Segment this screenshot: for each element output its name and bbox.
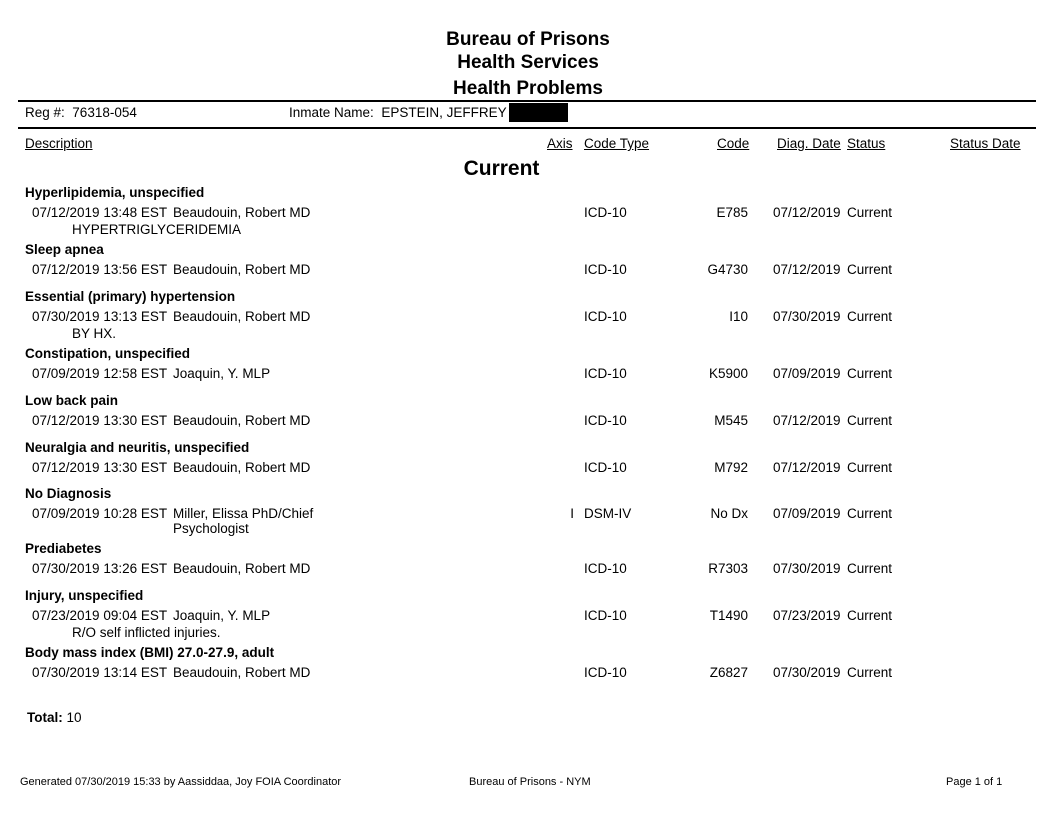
problem-status: Current	[847, 413, 893, 428]
problem-datetime: 07/23/2019 09:04 EST	[32, 608, 168, 623]
problem-provider: Joaquin, Y. MLP	[173, 366, 271, 381]
problem-provider: Beaudouin, Robert MD	[173, 665, 311, 680]
problem-status: Current	[847, 608, 893, 623]
problem-diag-date: 07/30/2019	[773, 309, 841, 324]
problem-diag-date: 07/12/2019	[773, 413, 841, 428]
problem-name: Prediabetes	[25, 541, 102, 556]
problem-code-type: ICD-10	[584, 460, 627, 475]
inmate-value: EPSTEIN, JEFFREY	[381, 105, 507, 120]
problem-datetime: 07/12/2019 13:30 EST	[32, 413, 168, 428]
problem-code: M545	[714, 413, 748, 428]
problem-name: Constipation, unspecified	[25, 346, 191, 361]
problem-provider: Beaudouin, Robert MD	[173, 262, 311, 277]
problem-name: Hyperlipidemia, unspecified	[25, 185, 205, 200]
problem-name: No Diagnosis	[25, 486, 112, 501]
problem-code-type: ICD-10	[584, 413, 627, 428]
total-count	[27, 710, 82, 725]
problem-code: Z6827	[709, 665, 748, 680]
col-code: Code	[717, 136, 750, 151]
problem-provider: Beaudouin, Robert MD	[173, 309, 311, 324]
problem-status: Current	[847, 561, 893, 576]
problem-provider: Beaudouin, Robert MD	[173, 205, 311, 220]
problem-note: BY HX.	[72, 326, 117, 341]
problem-status: Current	[847, 262, 893, 277]
inmate-name	[289, 105, 507, 120]
problem-row	[0, 588, 1056, 648]
problem-code: No Dx	[710, 506, 748, 521]
problem-code: M792	[714, 460, 748, 475]
total-value: 10	[66, 710, 82, 725]
problem-code-type: ICD-10	[584, 205, 627, 220]
col-axis: Axis	[547, 136, 573, 151]
problem-code: I10	[729, 309, 748, 324]
problem-code: G4730	[707, 262, 748, 277]
problem-code: E785	[716, 205, 748, 220]
problem-code: K5900	[708, 366, 748, 381]
problem-row	[0, 486, 1056, 546]
reg-number	[25, 105, 137, 120]
problem-provider-line2: Psychologist	[173, 521, 249, 536]
problem-status: Current	[847, 460, 893, 475]
problem-row	[0, 185, 1056, 245]
problem-diag-date: 07/12/2019	[773, 262, 841, 277]
problem-diag-date: 07/12/2019	[773, 460, 841, 475]
problem-datetime: 07/30/2019 13:26 EST	[32, 561, 168, 576]
problem-code-type: ICD-10	[584, 665, 627, 680]
problem-datetime: 07/30/2019 13:14 EST	[32, 665, 168, 680]
problem-status: Current	[847, 665, 893, 680]
problem-name: Neuralgia and neuritis, unspecified	[25, 440, 250, 455]
problem-provider: Beaudouin, Robert MD	[173, 460, 311, 475]
problem-row	[0, 645, 1056, 705]
header-title-health-problems: Health Problems	[453, 78, 603, 99]
reg-value: 76318-054	[72, 105, 137, 120]
problem-diag-date: 07/23/2019	[773, 608, 841, 623]
problem-code-type: ICD-10	[584, 262, 627, 277]
footer-page-number: Page 1 of 1	[946, 776, 1003, 788]
problem-code: T1490	[709, 608, 748, 623]
problem-status: Current	[847, 205, 893, 220]
col-code-type: Code Type	[584, 136, 650, 151]
problem-datetime: 07/12/2019 13:56 EST	[32, 262, 168, 277]
header-title-bureau: Bureau of Prisons	[446, 29, 610, 50]
col-description: Description	[25, 136, 93, 151]
problem-name: Essential (primary) hypertension	[25, 289, 236, 304]
problem-code-type: DSM-IV	[584, 506, 632, 521]
header-title-health-services: Health Services	[457, 52, 599, 73]
problem-name: Injury, unspecified	[25, 588, 144, 603]
reg-label: Reg #:	[25, 105, 65, 120]
problem-code: R7303	[708, 561, 748, 576]
header-top-rule	[18, 100, 1036, 102]
info-bottom-rule	[18, 127, 1036, 129]
problem-name: Sleep apnea	[25, 242, 104, 257]
total-label: Total:	[27, 710, 63, 725]
redaction-box	[509, 103, 568, 122]
problem-code-type: ICD-10	[584, 608, 627, 623]
problem-status: Current	[847, 366, 893, 381]
problem-diag-date: 07/12/2019	[773, 205, 841, 220]
problem-row	[0, 289, 1056, 349]
problem-provider: Miller, Elissa PhD/Chief	[173, 506, 314, 521]
problem-provider: Beaudouin, Robert MD	[173, 413, 311, 428]
problem-provider: Beaudouin, Robert MD	[173, 561, 311, 576]
problem-datetime: 07/09/2019 12:58 EST	[32, 366, 168, 381]
problem-diag-date: 07/30/2019	[773, 665, 841, 680]
problem-note: R/O self inflicted injuries.	[72, 625, 221, 640]
problem-provider: Joaquin, Y. MLP	[173, 608, 271, 623]
problem-diag-date: 07/30/2019	[773, 561, 841, 576]
problem-diag-date: 07/09/2019	[773, 506, 841, 521]
footer-facility: Bureau of Prisons - NYM	[469, 776, 591, 788]
problem-status: Current	[847, 309, 893, 324]
col-diag-date: Diag. Date	[777, 136, 841, 151]
footer-generated: Generated 07/30/2019 15:33 by Aassiddaa, Joy FOIA Coordinator	[20, 776, 342, 788]
problem-code-type: ICD-10	[584, 309, 627, 324]
problem-datetime: 07/09/2019 10:28 EST	[32, 506, 168, 521]
problem-datetime: 07/30/2019 13:13 EST	[32, 309, 168, 324]
problem-datetime: 07/12/2019 13:48 EST	[32, 205, 168, 220]
problem-code-type: ICD-10	[584, 561, 627, 576]
problem-diag-date: 07/09/2019	[773, 366, 841, 381]
problem-datetime: 07/12/2019 13:30 EST	[32, 460, 168, 475]
section-current-title: Current	[463, 157, 540, 180]
problem-axis: I	[570, 506, 574, 521]
problem-code-type: ICD-10	[584, 366, 627, 381]
inmate-label: Inmate Name:	[289, 105, 374, 120]
col-status: Status	[847, 136, 886, 151]
problem-name: Body mass index (BMI) 27.0-27.9, adult	[25, 645, 275, 660]
problem-status: Current	[847, 506, 893, 521]
problem-note: HYPERTRIGLYCERIDEMIA	[72, 222, 242, 237]
problem-name: Low back pain	[25, 393, 119, 408]
col-status-date: Status Date	[950, 136, 1021, 151]
